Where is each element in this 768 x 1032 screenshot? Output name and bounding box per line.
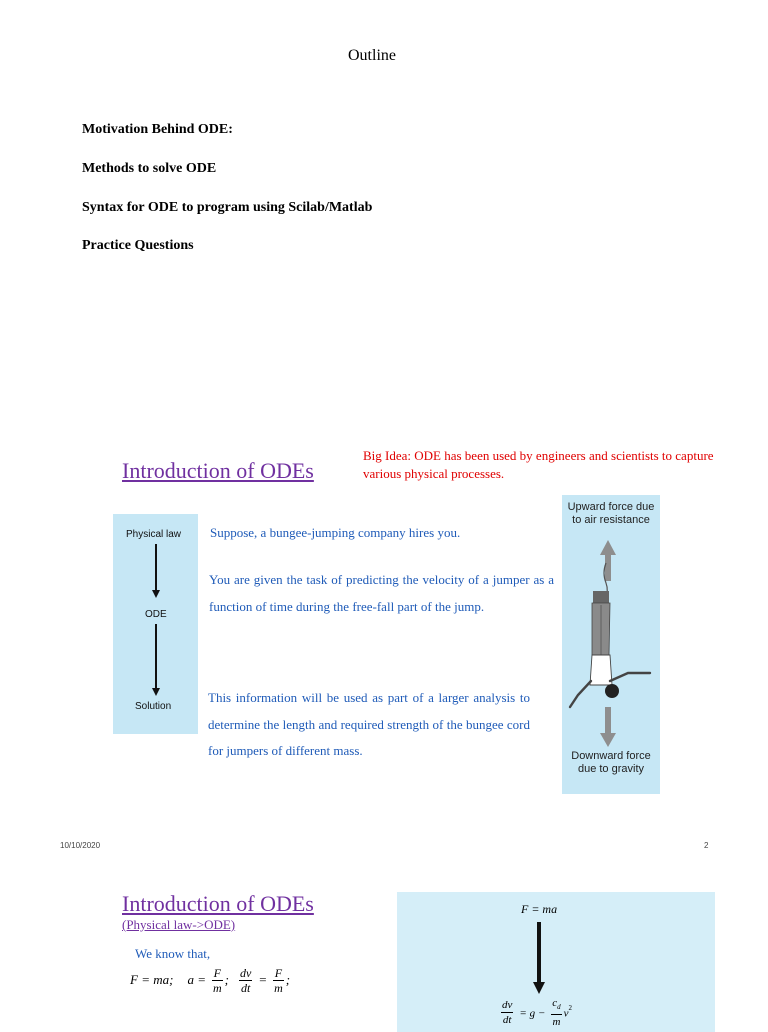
flow-arrow-down-icon — [152, 688, 160, 696]
eq-frac2-num-f: F — [274, 966, 283, 980]
jumper-torso — [590, 655, 612, 685]
fbd-rhs: = g − — [519, 1007, 546, 1020]
page-number: 2 — [704, 841, 709, 850]
upward-arrow-icon — [600, 540, 616, 581]
slide2-heading: Introduction of ODEs — [122, 458, 314, 483]
eq-equals: = — [258, 972, 268, 988]
eq-f-ma: F = ma; — [130, 972, 174, 988]
paragraph-hire: Suppose, a bungee-jumping company hires you. — [210, 525, 461, 540]
intro-text: We know that, — [135, 946, 211, 961]
flow-arrow-down-icon — [152, 590, 160, 598]
outline-item-practice: Practice Questions — [82, 238, 194, 253]
eq-frac2-den-m: m — [274, 981, 283, 995]
ankle-harness — [593, 591, 609, 603]
flow-physical-law-label: Physical law — [126, 529, 182, 540]
ode-derivation-figure — [397, 892, 715, 1032]
eq-frac-num-dv: dv — [239, 966, 252, 980]
newton-equation — [130, 966, 290, 995]
footer-date: 10/10/2020 — [60, 841, 101, 850]
flow-arrow-line-1 — [155, 544, 157, 592]
fbd-f-ma: F = ma — [521, 902, 558, 916]
jumper-left-arm — [570, 681, 591, 707]
jumper-head — [605, 684, 619, 698]
fbd-ode-equation — [499, 996, 572, 1029]
slide3-subheading: (Physical law->ODE) — [122, 917, 236, 932]
outline-item-syntax: Syntax for ODE to program using Scilab/Matlab — [82, 200, 373, 215]
downward-arrow-icon — [600, 707, 616, 747]
fbd-dv: dv — [502, 999, 513, 1012]
slide3-heading: Introduction of ODEs — [122, 891, 314, 916]
flow-ode-label: ODE — [145, 609, 167, 620]
paragraph-information: This information will be used as part of a larger analysis to determine the length and required strength of the bungee cord for jumpers of different mass. — [208, 690, 530, 758]
flow-solution-label: Solution — [135, 701, 172, 712]
outline-item-methods: Methods to solve ODE — [82, 161, 217, 176]
flow-diagram — [113, 514, 198, 734]
eq-semicolon: ; — [224, 972, 229, 988]
fbd-exp: 2 — [568, 1003, 573, 1012]
fbd-m: m — [552, 1016, 561, 1029]
big-idea-text: Big Idea: ODE has been used by engineers and scientists to capture various physical processes. — [363, 448, 714, 481]
fbd-v: v — [563, 1007, 569, 1020]
flow-arrow-line-2 — [155, 624, 157, 690]
eq-semicolon-2: ; — [285, 972, 291, 988]
fbd-dt: dt — [502, 1014, 512, 1027]
upward-force-caption: Upward force due to air resistance — [567, 501, 655, 526]
eq-frac-den-dt: dt — [240, 981, 251, 995]
outline-title: Outline — [348, 47, 396, 64]
fbd-cd-sub: d — [557, 1003, 561, 1012]
fbd-arrow-down-icon — [533, 982, 545, 994]
jumper-right-arm — [610, 673, 650, 681]
bungee-jumper-figure — [562, 495, 660, 794]
eq-frac-den-m: m — [212, 981, 222, 995]
outline-item-motivation: Motivation Behind ODE: — [82, 122, 233, 137]
paragraph-task: You are given the task of predicting the velocity of a jumper as a function of time during the free-fall part of the jump. — [209, 572, 554, 614]
eq-a: a = — [187, 972, 206, 988]
fbd-arrow-line — [537, 922, 541, 984]
fbd-cd: c — [552, 997, 558, 1009]
eq-frac-num-f: F — [213, 966, 221, 980]
downward-force-caption: Downward force due to gravity — [571, 750, 651, 775]
